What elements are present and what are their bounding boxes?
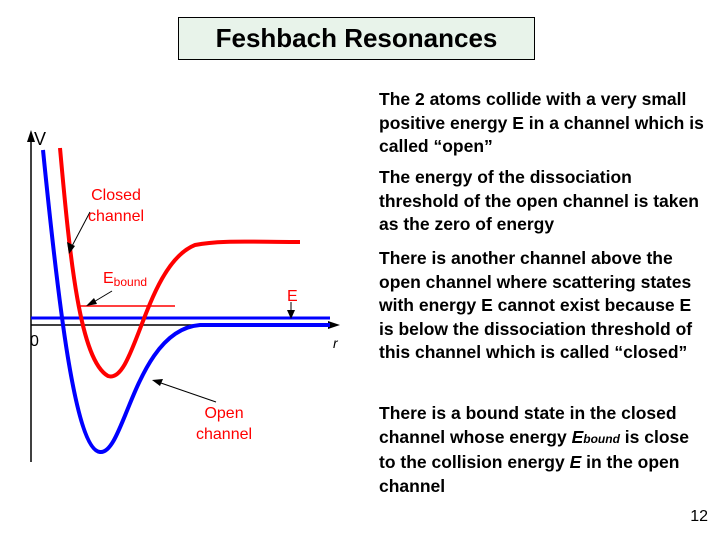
paragraph-bound-state [379,402,709,498]
title-box [178,17,535,60]
closed-channel-label-line2: channel [88,208,145,225]
paragraph-open-channel: The 2 atoms collide with a very small positive energy E in a channel which is called “open” [379,89,704,156]
closed-channel-label [88,185,144,227]
p4-ebound-main: E [571,426,584,447]
open-channel-label-line2: channel [196,426,253,443]
page-number: 12 [690,508,708,525]
ebound-label [103,270,147,289]
axis-v-label: V [34,129,47,149]
p4-text-c: in the open channel [379,452,680,496]
paragraph-dissociation-threshold: The energy of the dissociation threshold of the open channel is taken as the zero of energy [379,167,699,234]
zero-label: 0 [30,333,39,350]
closed-channel-label-line1: Closed [91,187,141,204]
p4-text-a: There is a bound state in the closed channel whose energy [379,403,677,447]
p4-energy: E [569,452,582,472]
closed-channel-curve [60,148,300,376]
open-channel-arrow [158,382,216,402]
paragraph-closed-channel: There is another channel above the open channel where scattering states with energy E cannot exist because E is below the dissociation threshold of this channel which is called “closed” [379,248,693,362]
p4-text-b: is close to the collision energy [379,426,689,472]
p4-ebound-sub: bound [583,431,620,446]
ebound-label-sub: bound [113,275,148,289]
open-channel-label [196,403,252,445]
axis-r-label: r [333,335,338,351]
potential-diagram [0,115,370,480]
energy-label: E [287,288,298,305]
page-title: Feshbach Resonances [215,23,498,53]
ebound-label-main: E [103,270,114,287]
potential-curves-svg [0,115,370,475]
open-channel-label-line1: Open [204,405,244,422]
